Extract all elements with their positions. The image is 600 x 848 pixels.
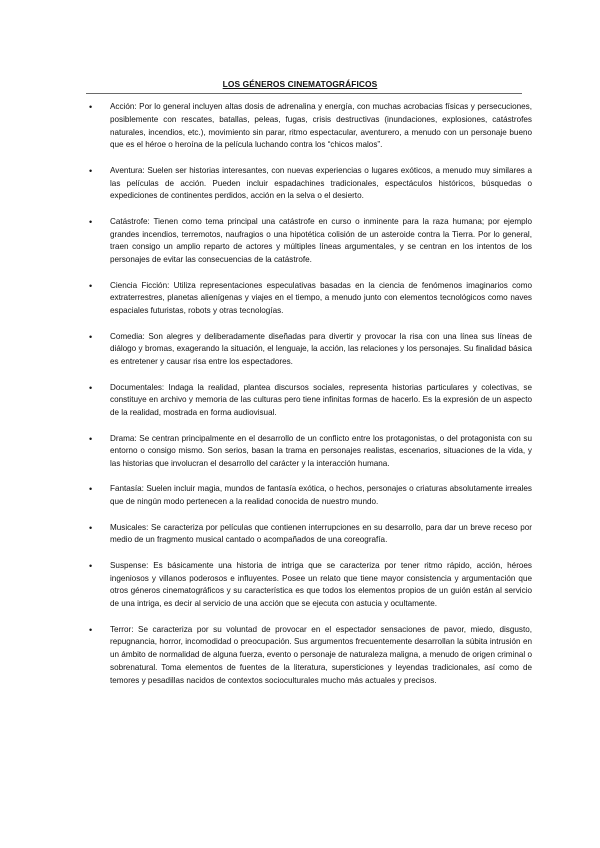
genre-label: Acción: [110, 102, 137, 111]
genre-item-catastrofe [88, 216, 532, 267]
bullet-icon: • [89, 216, 93, 227]
genre-item-comedia [88, 331, 532, 369]
bullet-icon: • [89, 624, 93, 635]
genre-description: Suelen ser historias interesantes, con nuevas experiencias o lugares exóticos, a menudo muy similares a las películas de acción. Pueden incluir espadachines tradicionales, espectáculos históricos, búsquedas o expediciones de continentes perdidos, acción en la selva o el desierto. [110, 165, 532, 201]
genre-description: Se centran principalmente en el desarrollo de un conflicto entre los protagonistas, o del protagonista con su entorno o consigo mismo. Son serios, basan la trama en personajes realistas, escenarios, situaciones de la vida, y las historias que involucran el desarrollo del carácter y la interacción humana. [110, 433, 532, 469]
bullet-icon: • [89, 433, 93, 444]
genre-label: Comedia: [110, 331, 145, 341]
genre-item-accion [88, 101, 532, 152]
genre-label: Catástrofe: [110, 216, 150, 226]
genre-description: Por lo general incluyen altas dosis de adrenalina y energía, con muchas acrobacias físicas y persecuciones, posiblemente con rescates, batallas, peleas, fugas, crisis destructivas (inundaciones, explosiones, catástrofes naturales, incendios, etc.), movimiento sin parar, ritmo espectacular, aventurero, a menudo con un personaje bueno que es el héroe o heroína de la película luchando contra los “chicos malos”. [110, 102, 532, 150]
genre-description: Es básicamente una historia de intriga que se caracteriza por tener ritmo rápido, acción, héroes ingeniosos y villanos poderosos e influyentes. Posee un relato que tiene mayor consistencia y argumentación que otros géneros cinematográficos y su característica es que todos los elementos propios de un guión están al servicio de una intriga, es decir al servicio de una acción que se ejecuta con astucia y ocultamente. [110, 560, 532, 609]
bullet-icon: • [89, 102, 93, 112]
genre-label: Ciencia Ficción: [110, 280, 170, 290]
page-title: LOS GÉNEROS CINEMATOGRÁFICOS [222, 79, 378, 89]
genre-item-documentales [88, 382, 532, 420]
genre-description: Tienen como tema principal una catástrofe en curso o inminente para la raza humana; por ejemplo grandes incendios, terremotos, naufragios o una hipotética colisión de un asteroide contra la Tierra. Por lo general, traen consigo un amplio reparto de actores y múltiples líneas argumentales, y se centran en los intentos de los personajes de evitar las consecuencias de la catástrofe. [110, 216, 532, 265]
genre-label: Suspense: [110, 560, 149, 570]
genre-label: Aventura: [110, 165, 145, 175]
genre-label: Documentales: [110, 382, 165, 392]
genre-label: Drama: [110, 433, 137, 443]
bullet-icon: • [89, 382, 93, 393]
genre-item-terror [88, 624, 532, 688]
genre-description: Suelen incluir magia, mundos de fantasía exótica, o hechos, personajes o criaturas absolutamente irreales que de ningún modo pertenecen a la realidad conocida de nuestro mundo. [110, 484, 532, 507]
genre-list [88, 101, 532, 700]
bullet-icon: • [89, 522, 93, 533]
bullet-icon: • [89, 560, 93, 571]
bullet-icon: • [89, 280, 93, 291]
genre-description: Utiliza representaciones especulativas basadas en la ciencia de fenómenos imaginarios como extraterrestres, planetas alienígenas y viajes en el tiempo, a menudo junto con elementos tecnológicos como naves espaciales futuristas, robots y otras tecnologías. [110, 280, 532, 316]
genre-item-ciencia-ficcion [88, 280, 532, 318]
genre-item-musicales [88, 522, 532, 548]
genre-description: Son alegres y deliberadamente diseñadas para divertir y provocar la risa con una línea sus líneas de diálogo y bromas, exagerando la situación, el lenguaje, la acción, las relaciones y los personajes. Su finalidad básica es entretener y causar risa entre los espectadores. [110, 331, 532, 367]
title-divider [86, 93, 522, 94]
genre-label: Musicales: [110, 522, 149, 532]
genre-item-suspense [88, 560, 532, 611]
genre-description: Se caracteriza por películas que contienen interrupciones en su desarrollo, para dar un breve receso por medio de un fragmento musical cantado o acompañados de una coreografía. [110, 522, 532, 545]
genre-item-drama [88, 433, 532, 471]
genre-description: Se caracteriza por su voluntad de provocar en el espectador sensaciones de pavor, miedo, disgusto, repugnancia, horror, incomodidad o preocupación. Sus argumentos frecuentemente desarrollan la súbita intrusión en un ámbito de normalidad de alguna fuerza, evento o personaje de naturaleza maligna, a menudo de origen criminal o sobrenatural. Toma elementos de fuentes de la literatura, supersticiones y leyendas tradicionales, así como de temores y pesadillas nacidos de contextos socioculturales mucho más actuales y precisos. [110, 624, 532, 685]
genre-item-fantasia [88, 483, 532, 509]
genre-label: Terror: [110, 624, 134, 634]
genre-description: Indaga la realidad, plantea discursos sociales, representa historias particulares y colectivas, se constituye en archivo y memoria de las culturas pero tiene infinitas formas de hacerlo. Es la expresión de un aspecto de la realidad, mostrada en forma audiovisual. [110, 382, 532, 418]
genre-item-aventura [88, 165, 532, 203]
genre-label: Fantasía: [110, 484, 144, 494]
bullet-icon: • [89, 331, 93, 342]
bullet-icon: • [89, 484, 93, 495]
bullet-icon: • [89, 165, 93, 176]
